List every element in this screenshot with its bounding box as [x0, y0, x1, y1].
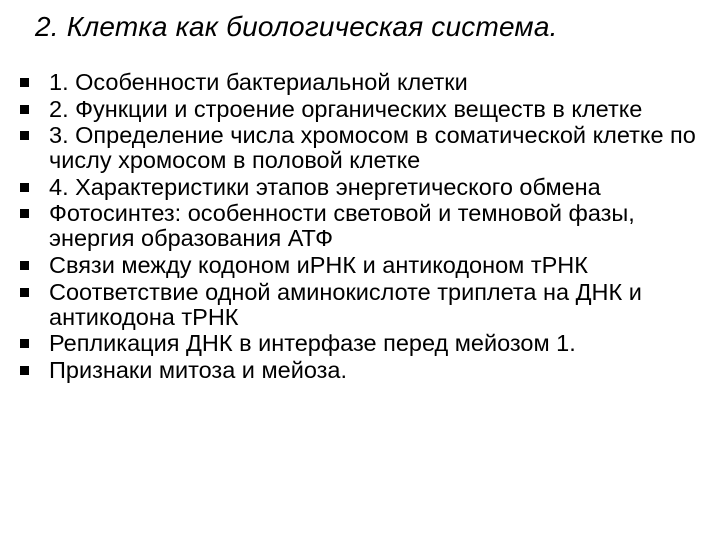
bullet-list [20, 70, 715, 384]
list-item-text: 3. Определение числа хромосом в соматической клетке по числу хромосом в половой клетке [49, 122, 696, 174]
square-bullet-icon [20, 183, 29, 192]
list-item-text: 2. Функции и строение органических веществ в клетке [49, 95, 643, 122]
list-item-text: Связи между кодоном иРНК и антикодоном тРНК [49, 251, 588, 278]
list-item [20, 331, 715, 356]
list-item [20, 123, 715, 173]
list-item-text: Соответствие одной аминокислоте триплета на ДНК и антикодона тРНК [49, 278, 642, 330]
list-item-text: Репликация ДНК в интерфазе перед мейозом 1. [49, 330, 576, 357]
list-item-text: Признаки митоза и мейоза. [49, 356, 347, 383]
square-bullet-icon [20, 288, 29, 297]
square-bullet-icon [20, 131, 29, 140]
list-item [20, 253, 715, 278]
square-bullet-icon [20, 366, 29, 375]
list-item [20, 280, 715, 330]
list-item-text: Фотосинтез: особенности световой и темновой фазы, энергия образования АТФ [49, 200, 635, 252]
list-item [20, 201, 715, 251]
square-bullet-icon [20, 209, 29, 218]
square-bullet-icon [20, 261, 29, 270]
list-item [20, 97, 715, 122]
slide-title: 2. Клетка как биологическая система. [35, 11, 558, 42]
square-bullet-icon [20, 78, 29, 87]
square-bullet-icon [20, 105, 29, 114]
list-item [20, 70, 715, 95]
list-item [20, 175, 715, 200]
square-bullet-icon [20, 339, 29, 348]
list-item [20, 358, 715, 383]
list-item-text: 4. Характеристики этапов энергетического обмена [49, 173, 601, 200]
list-item-text: 1. Особенности бактериальной клетки [49, 69, 468, 95]
